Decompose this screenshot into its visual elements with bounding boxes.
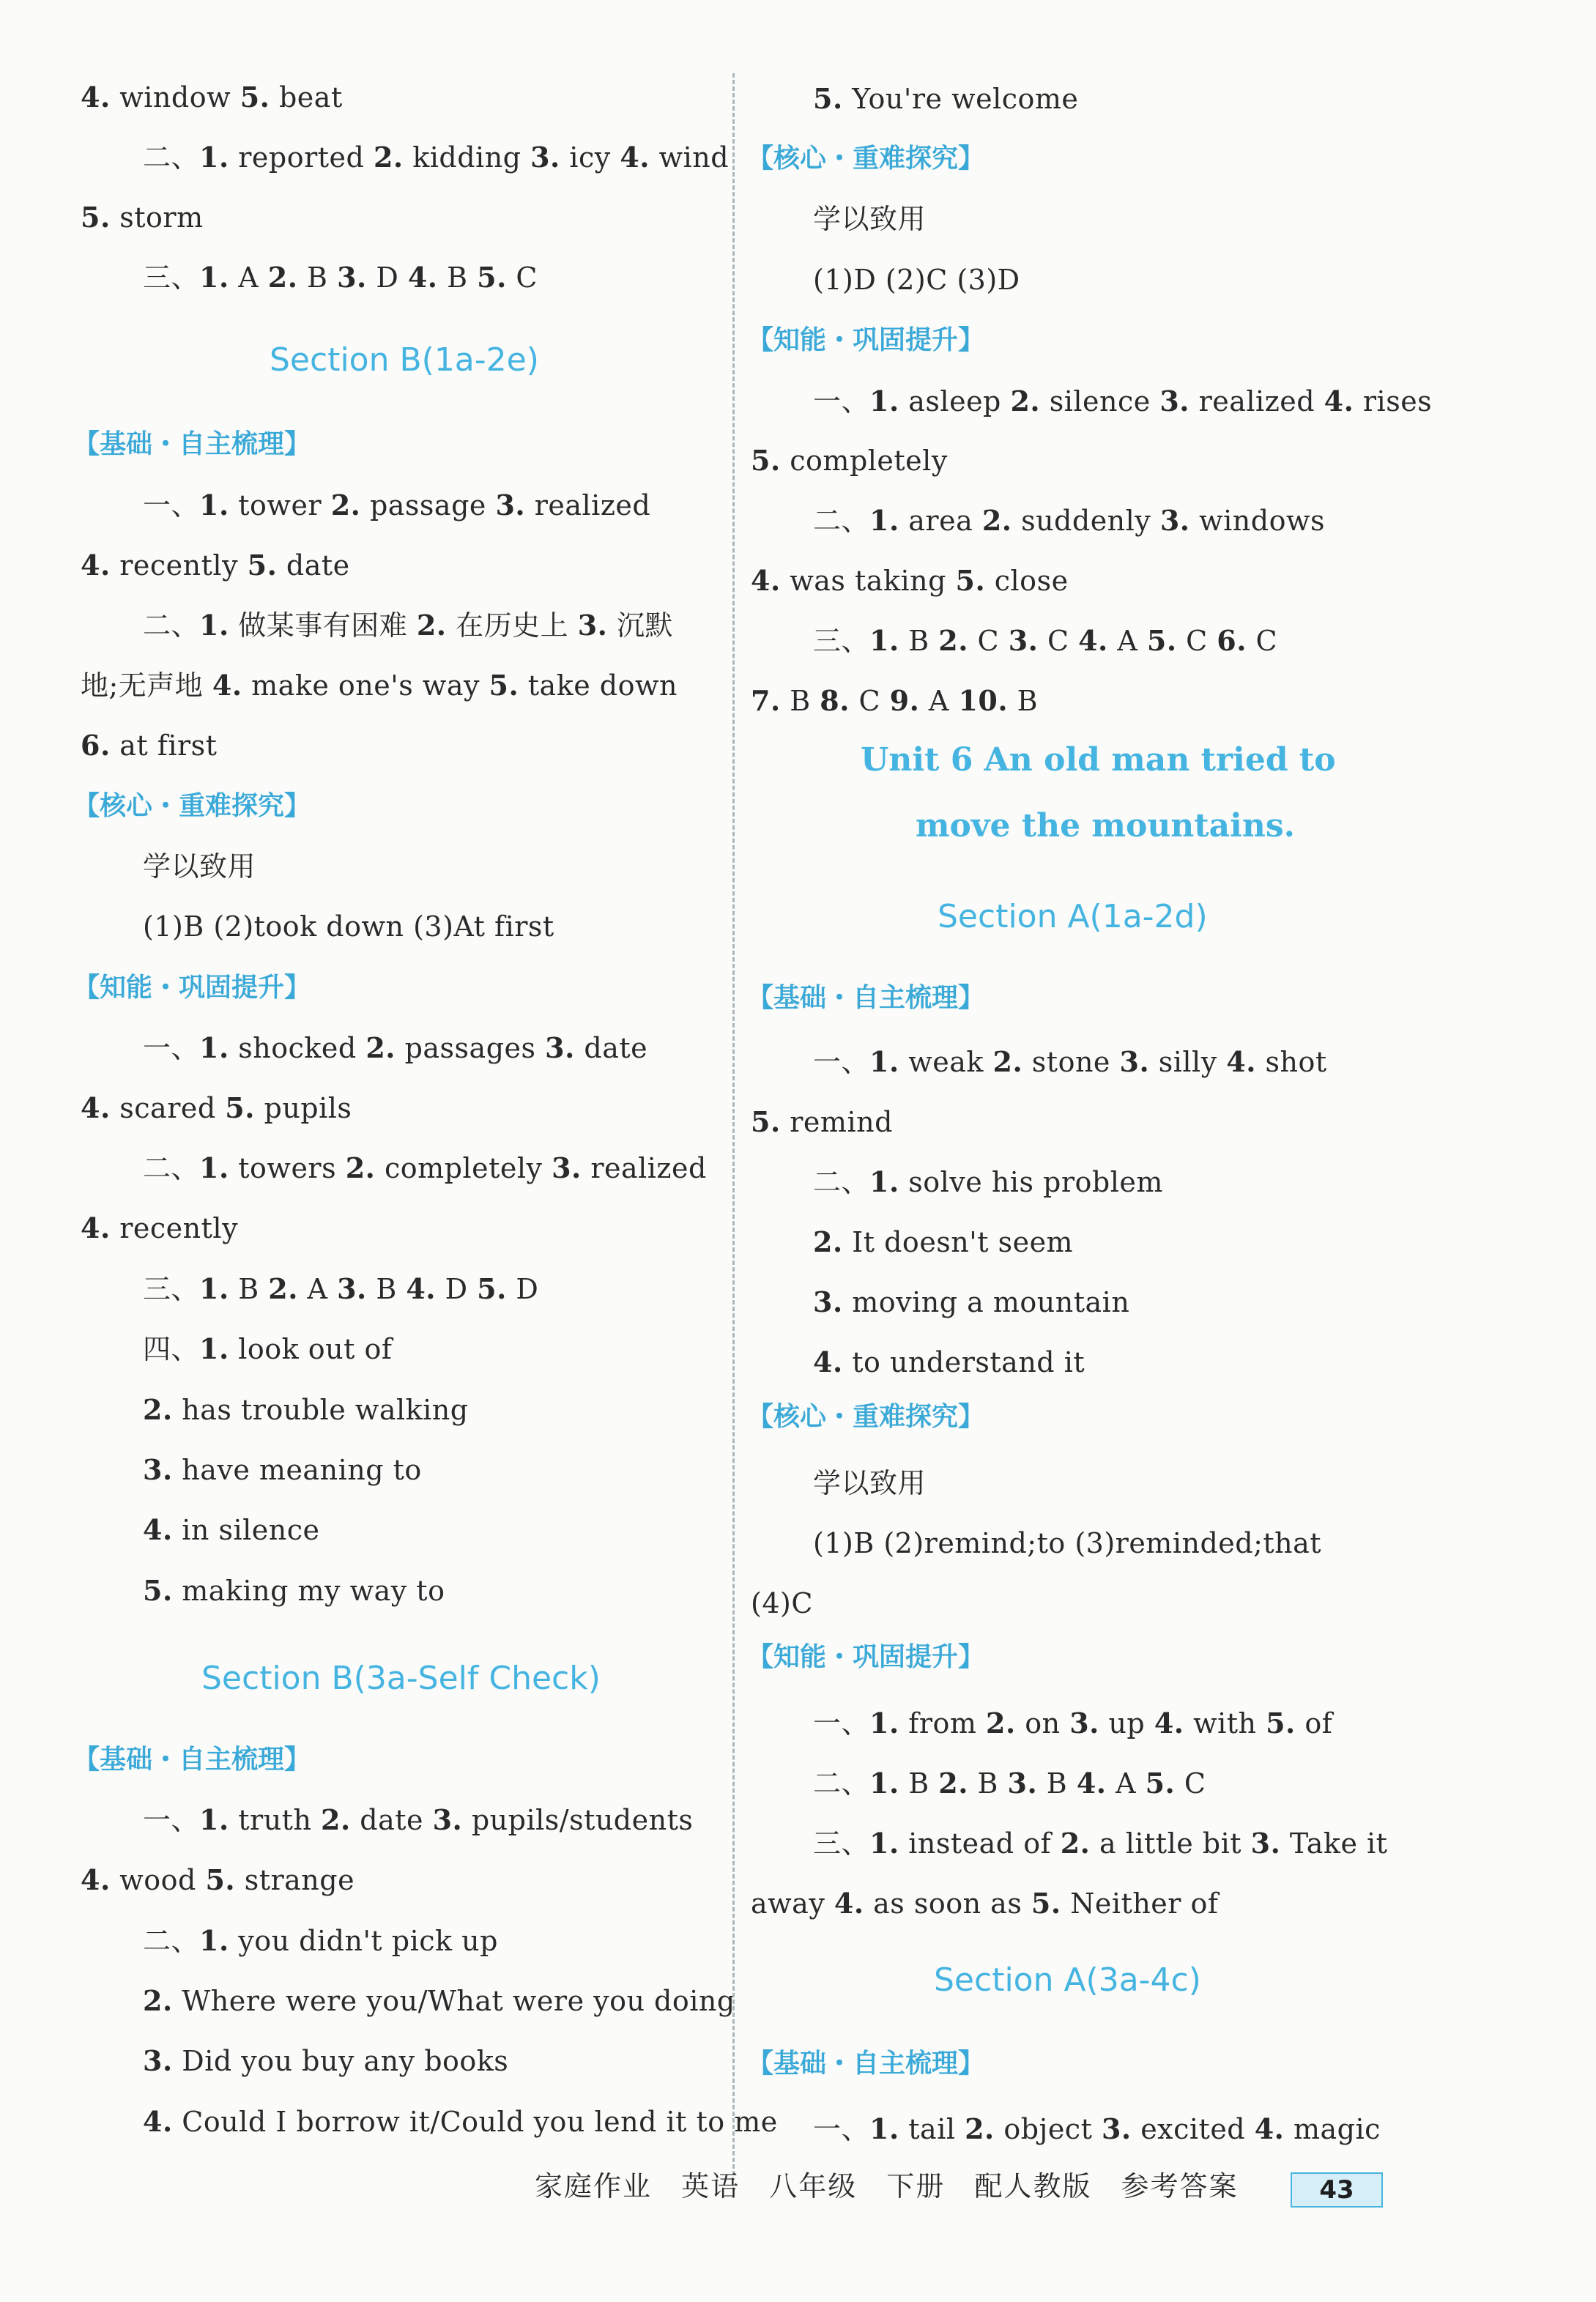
section-heading: Section A(1a-2d) xyxy=(938,898,1208,935)
answer-line: (1)D (2)C (3)D xyxy=(813,264,1020,296)
category-heading: 【知能・巩固提升】 xyxy=(747,325,985,355)
answer-line: 一、1. truth 2. date 3. pupils/students xyxy=(143,1803,694,1836)
category-heading: 【基础・自主梳理】 xyxy=(73,1745,311,1775)
answer-line: 5. completely xyxy=(751,444,948,477)
answer-line: 二、1. B 2. B 3. B 4. A 5. C xyxy=(813,1767,1206,1800)
section-heading: Section A(3a-4c) xyxy=(934,1961,1201,1999)
answer-line: 3. moving a mountain xyxy=(813,1285,1130,1318)
answer-line: 4. recently xyxy=(81,1211,239,1244)
unit-title: Unit 6 An old man tried to xyxy=(861,741,1336,779)
answer-line: 4. wood 5. strange xyxy=(81,1863,355,1896)
answer-line: 5. storm xyxy=(81,201,204,234)
answer-line: 3. Did you buy any books xyxy=(143,2044,509,2077)
answer-line: 3. have meaning to xyxy=(143,1453,422,1486)
answer-line: 4. was taking 5. close xyxy=(751,564,1069,597)
footer-item: 下册 xyxy=(886,2170,946,2202)
answer-line: 二、1. area 2. suddenly 3. windows xyxy=(813,504,1325,537)
answer-line: 4. to understand it xyxy=(813,1345,1085,1378)
answer-line: 三、1. instead of 2. a little bit 3. Take it xyxy=(813,1827,1388,1860)
answer-line: 三、1. A 2. B 3. D 4. B 5. C xyxy=(143,261,538,294)
section-heading: Section B(1a-2e) xyxy=(270,341,539,379)
category-heading: 【核心・重难探究】 xyxy=(747,1402,985,1432)
answer-line: 学以致用 xyxy=(813,1467,927,1499)
unit-title: move the mountains. xyxy=(916,807,1295,844)
answer-line: 5. remind xyxy=(751,1105,893,1138)
answer-line: 二、1. towers 2. completely 3. realized xyxy=(143,1151,707,1184)
answer-line: 2. It doesn't seem xyxy=(813,1225,1074,1258)
category-heading: 【核心・重难探究】 xyxy=(747,144,985,174)
answer-line: 一、1. tower 2. passage 3. realized xyxy=(143,489,651,521)
category-heading: 【基础・自主梳理】 xyxy=(747,983,985,1013)
answer-line: (4)C xyxy=(751,1587,813,1619)
answer-line: 一、1. from 2. on 3. up 4. with 5. of xyxy=(813,1707,1333,1740)
answer-line: 7. B 8. C 9. A 10. B xyxy=(751,684,1039,717)
answer-line: 二、1. solve his problem xyxy=(813,1165,1163,1198)
answer-line: 2. Where were you/What were you doing xyxy=(143,1984,735,2017)
answer-line: 二、1. you didn't pick up xyxy=(143,1924,498,1957)
answer-line: 一、1. tail 2. object 3. excited 4. magic xyxy=(813,2112,1381,2145)
answer-line: 6. at first xyxy=(81,729,218,762)
answer-line: 三、1. B 2. A 3. B 4. D 5. D xyxy=(143,1272,539,1305)
answer-line: 4. Could I borrow it/Could you lend it to me xyxy=(143,2105,778,2138)
answer-line: away 4. as soon as 5. Neither of xyxy=(751,1887,1219,1920)
answer-line: 二、1. reported 2. kidding 3. icy 4. wind xyxy=(143,141,730,174)
answer-line: 一、1. shocked 2. passages 3. date xyxy=(143,1031,648,1064)
answer-line: 4. scared 5. pupils xyxy=(81,1091,352,1124)
answer-line: 四、1. look out of xyxy=(143,1332,393,1365)
category-heading: 【基础・自主梳理】 xyxy=(747,2049,985,2079)
answer-line: 4. in silence xyxy=(143,1513,320,1546)
section-heading: Section B(3a-Self Check) xyxy=(201,1660,601,1697)
category-heading: 【基础・自主梳理】 xyxy=(73,429,311,459)
left-column xyxy=(0,0,778,2302)
answer-line: 地;无声地 4. make one's way 5. take down xyxy=(81,669,678,702)
answer-line: 5. You're welcome xyxy=(813,82,1079,115)
footer xyxy=(535,2168,1258,2205)
footer-item: 英语 xyxy=(681,2170,741,2202)
answer-line: 二、1. 做某事有困难 2. 在历史上 3. 沉默 xyxy=(143,609,673,642)
column-divider xyxy=(732,73,735,2175)
category-heading: 【知能・巩固提升】 xyxy=(73,973,311,1003)
answer-line: 4. recently 5. date xyxy=(81,549,350,582)
category-heading: 【知能・巩固提升】 xyxy=(747,1642,985,1672)
answer-line: (1)B (2)remind;to (3)reminded;that xyxy=(813,1527,1322,1559)
answer-line: 2. has trouble walking xyxy=(143,1393,469,1426)
page-number: 43 xyxy=(1291,2172,1383,2208)
footer-item: 家庭作业 xyxy=(535,2170,653,2202)
category-heading: 【核心・重难探究】 xyxy=(73,791,311,821)
footer-item: 八年级 xyxy=(769,2170,858,2202)
answer-line: 5. making my way to xyxy=(143,1574,445,1607)
answer-line: (1)B (2)took down (3)At first xyxy=(143,910,554,943)
answer-line: 一、1. weak 2. stone 3. silly 4. shot xyxy=(813,1045,1327,1078)
answer-line: 4. window 5. beat xyxy=(81,81,343,114)
answer-line: 三、1. B 2. C 3. C 4. A 5. C 6. C xyxy=(813,624,1278,657)
answer-line: 学以致用 xyxy=(813,203,927,235)
footer-item: 参考答案 xyxy=(1121,2170,1239,2202)
footer-item: 配人教版 xyxy=(974,2170,1092,2202)
right-column xyxy=(740,0,1596,2302)
answer-line: 学以致用 xyxy=(143,850,256,883)
answer-line: 一、1. asleep 2. silence 3. realized 4. rises xyxy=(813,385,1433,417)
